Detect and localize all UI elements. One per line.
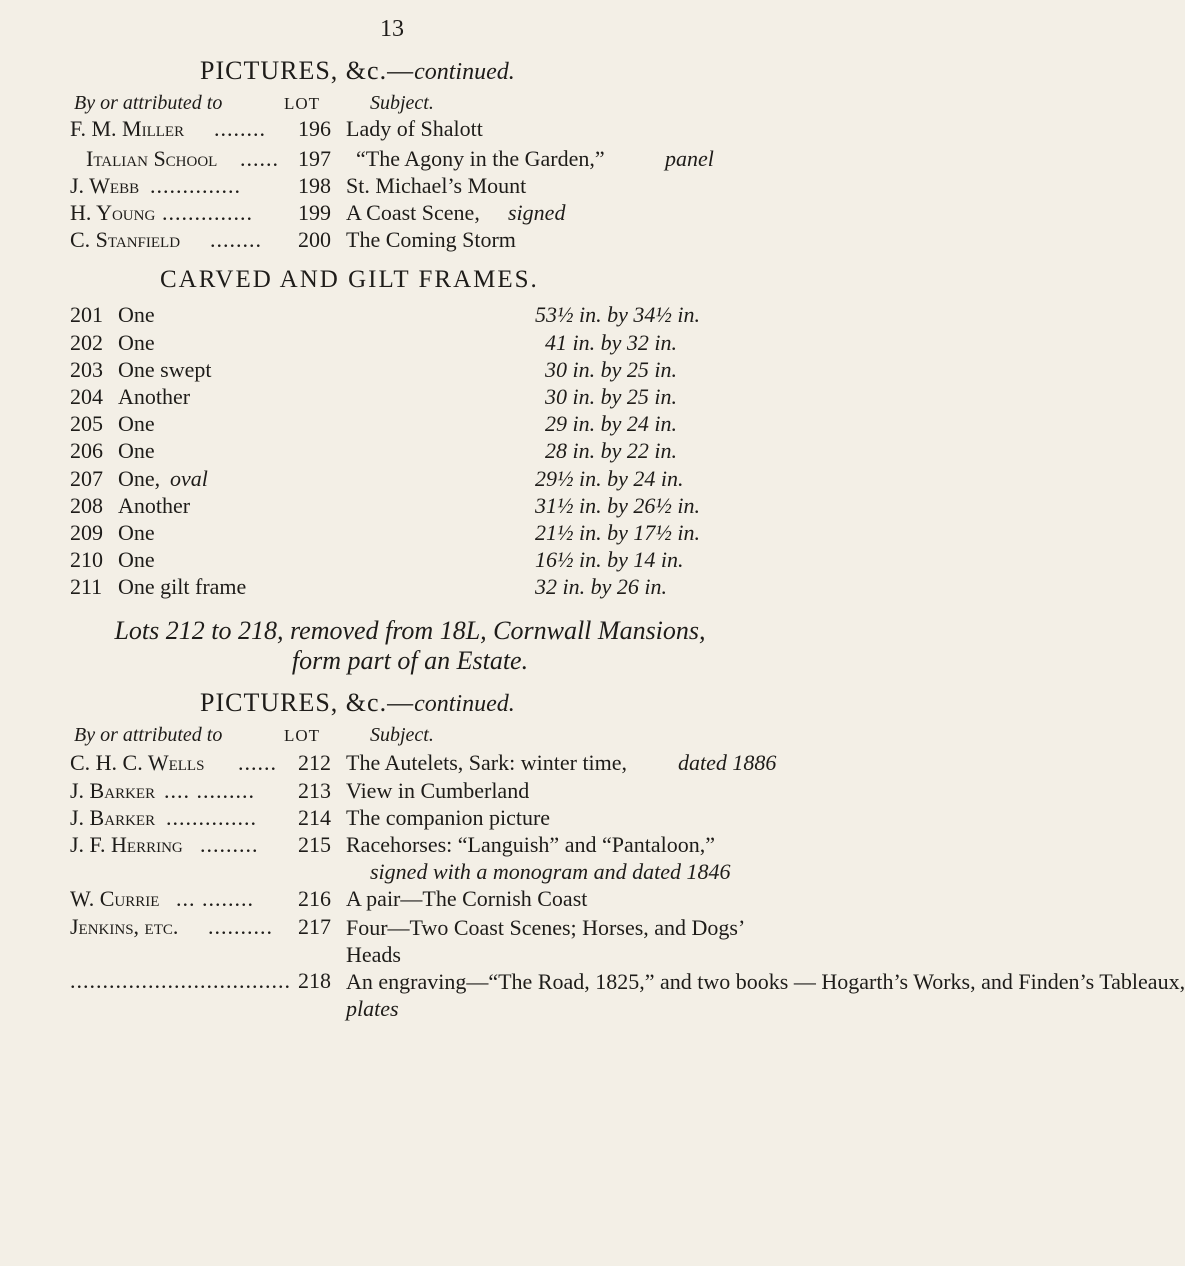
leader-dots: ... ........ — [176, 886, 254, 911]
dimensions: 30 in. by 25 in. — [545, 357, 677, 382]
leader-dots: ........ — [214, 116, 266, 141]
artist: J. Barker — [70, 805, 156, 830]
heading-text: PICTURES, &c.— — [200, 56, 415, 85]
subject — [346, 968, 1185, 1022]
lots-note-line1: Lots 212 to 218, removed from 18L, Cornwall Mansions, — [114, 616, 706, 645]
dimensions: 32 in. by 26 in. — [535, 574, 667, 599]
list-item — [0, 832, 801, 888]
table-row — [0, 520, 801, 550]
artist: Italian School — [86, 146, 218, 171]
lot-number: 209 — [70, 520, 103, 545]
heading-continued: continued. — [414, 59, 515, 85]
section-heading — [200, 688, 515, 718]
subject: View in Cumberland — [346, 778, 530, 803]
section-heading — [200, 56, 515, 86]
subject-note: plates — [346, 996, 399, 1021]
dimensions: 53½ in. by 34½ in. — [535, 302, 700, 327]
description: One — [118, 438, 155, 463]
table-row — [0, 574, 801, 604]
column-subject: Subject. — [370, 92, 434, 114]
description: One — [118, 411, 155, 436]
leader-dots: .............. — [162, 200, 253, 225]
lot-number: 205 — [70, 411, 103, 436]
artist: J. Barker — [70, 778, 156, 803]
table-row — [0, 411, 801, 441]
leader-dots: ......... — [200, 832, 259, 857]
subject-note: dated 1886 — [678, 750, 777, 775]
description: One swept — [118, 357, 212, 382]
lot-number: 217 — [298, 914, 331, 939]
list-item — [0, 116, 801, 146]
table-row — [0, 493, 801, 523]
table-row — [0, 302, 801, 332]
list-item — [0, 146, 801, 176]
subject: A pair—The Cornish Coast — [346, 886, 588, 911]
heading-text: PICTURES, &c.— — [200, 688, 415, 717]
artist: F. M. Miller — [70, 116, 185, 141]
list-item — [0, 968, 1185, 1052]
column-by: By or attributed to — [74, 92, 223, 114]
subject: The Coming Storm — [346, 227, 516, 252]
dimensions: 16½ in. by 14 in. — [535, 547, 684, 572]
list-item — [0, 200, 801, 230]
dimensions: 29 in. by 24 in. — [545, 411, 677, 436]
artist: C. Stanfield — [70, 227, 181, 252]
lots-note-line2: form part of an Estate. — [291, 646, 529, 675]
lot-number: 212 — [298, 750, 331, 775]
lot-number: 213 — [298, 778, 331, 803]
subject-note: signed — [508, 200, 566, 225]
dimensions: 30 in. by 25 in. — [545, 384, 677, 409]
lot-number: 200 — [298, 227, 331, 252]
lot-number: 203 — [70, 357, 103, 382]
description: Another — [118, 493, 191, 518]
artist: W. Currie — [70, 886, 160, 911]
subject-note: signed with a monogram and dated 1846 — [370, 859, 731, 884]
artist: J. F. Herring — [70, 832, 183, 857]
dimensions: 28 in. by 22 in. — [545, 438, 677, 463]
table-row — [0, 466, 801, 496]
page-number: 13 — [380, 16, 404, 42]
lot-number: 204 — [70, 384, 103, 409]
description-style: oval — [170, 466, 208, 491]
subject: Lady of Shalott — [346, 116, 483, 141]
description: One — [118, 547, 155, 572]
leader-dots: .............. — [150, 173, 241, 198]
lot-number: 210 — [70, 547, 103, 572]
lot-number: 211 — [70, 574, 103, 599]
list-item — [0, 778, 801, 808]
description: One, — [118, 466, 161, 491]
lot-number: 201 — [70, 302, 103, 327]
dimensions: 31½ in. by 26½ in. — [535, 493, 700, 518]
list-item — [0, 227, 801, 257]
leader-dots: .... ......... — [164, 778, 255, 803]
artist: Jenkins, etc. — [70, 914, 179, 939]
table-row — [0, 330, 801, 360]
list-item — [0, 750, 801, 780]
column-lot: LOT — [284, 726, 321, 745]
dimensions: 21½ in. by 17½ in. — [535, 520, 700, 545]
artist: H. Young — [70, 200, 156, 225]
description: One — [118, 302, 155, 327]
lot-number: 199 — [298, 200, 331, 225]
description: One — [118, 330, 155, 355]
subject-text: An engraving—“The Road, 1825,” and two books — Hogarth’s Works, and Finden’s Tableaux, — [346, 969, 1185, 994]
leader-dots: ...... — [240, 146, 279, 171]
column-by: By or attributed to — [74, 724, 223, 746]
subject: The companion picture — [346, 805, 551, 830]
frames-title: CARVED AND GILT FRAMES. — [160, 266, 539, 293]
leader-dots: .............. — [166, 805, 257, 830]
subject: St. Michael’s Mount — [346, 173, 527, 198]
lot-number: 215 — [298, 832, 331, 857]
subject: “The Agony in the Garden,” — [356, 146, 605, 171]
lot-number: 197 — [298, 146, 331, 171]
description: Another — [118, 384, 191, 409]
heading-continued: continued. — [414, 691, 515, 717]
lot-number: 208 — [70, 493, 103, 518]
table-row — [0, 438, 801, 468]
lot-number: 216 — [298, 886, 331, 911]
description: One gilt frame — [118, 574, 247, 599]
table-row — [0, 547, 801, 577]
subject-note: panel — [665, 146, 714, 171]
description: One — [118, 520, 155, 545]
leader-dots: ...... — [238, 750, 277, 775]
leader-dots: ........ — [210, 227, 262, 252]
dimensions: 29½ in. by 24 in. — [535, 466, 684, 491]
subject: A Coast Scene, — [346, 200, 480, 225]
lot-number: 196 — [298, 116, 331, 141]
artist: J. Webb — [70, 173, 140, 198]
leader-dots: .......... — [208, 914, 273, 939]
table-row — [0, 384, 801, 414]
leader-dots: .................................. — [70, 968, 291, 993]
artist: C. H. C. Wells — [70, 750, 205, 775]
list-item — [0, 914, 801, 970]
column-lot: LOT — [284, 94, 321, 113]
list-item — [0, 805, 801, 835]
lot-number: 214 — [298, 805, 331, 830]
dimensions: 41 in. by 32 in. — [545, 330, 677, 355]
lot-number: 198 — [298, 173, 331, 198]
lot-number: 202 — [70, 330, 103, 355]
subject: Racehorses: “Languish” and “Pantaloon,” — [346, 832, 715, 857]
table-row — [0, 357, 801, 387]
subject: Four—Two Coast Scenes; Horses, and Dogs’ Heads — [346, 915, 744, 967]
lot-number: 207 — [70, 466, 103, 491]
lot-number: 206 — [70, 438, 103, 463]
column-subject: Subject. — [370, 724, 434, 746]
list-item — [0, 173, 801, 203]
subject: The Autelets, Sark: winter time, — [346, 750, 628, 775]
lot-number: 218 — [298, 968, 331, 993]
list-item — [0, 886, 801, 916]
